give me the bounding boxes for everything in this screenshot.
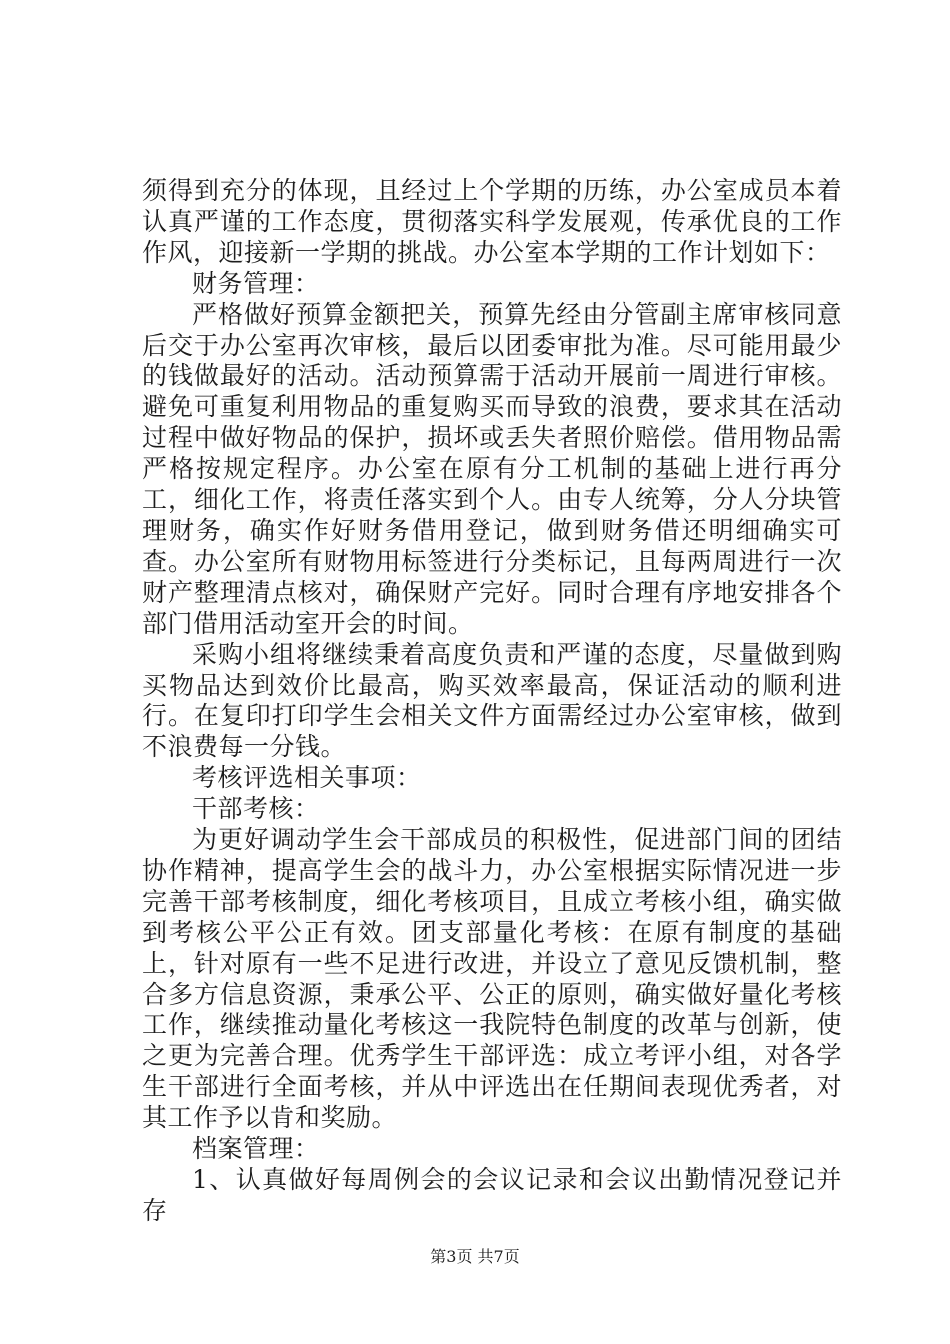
heading-assessment: 考核评选相关事项：: [192, 763, 422, 793]
paragraph-archives-item-1: 1、认真做好每周例会的会议记录和会议出勤情况登记并存: [142, 1165, 842, 1225]
paragraph-intro: 须得到充分的体现，且经过上个学期的历练，办公室成员本着认真严谨的工作态度，贯彻落实科学发展观，传承优良的工作作风，迎接新一学期的挑战。办公室本学期的工作计划如下：: [142, 176, 842, 267]
paragraph-cadre-assessment: 为更好调动学生会干部成员的积极性，促进部门间的团结协作精神，提高学生会的战斗力，办公室根据实际情况进一步完善干部考核制度，细化考核项目，且成立考核小组，确实做到考核公平公正有效。团支部量化考核：在原有制度的基础上，针对原有一些不足进行改进，并设立了意见反馈机制，整合多方信息资源，秉承公平、公正的原则，确实做好量化考核工作，继续推动量化考核这一我院特色制度的改革与创新，使之更为完善合理。优秀学生干部评选：成立考评小组，对各学生干部进行全面考核，并从中评选出在任期间表现优秀者，对其工作予以肯和奖励。: [142, 825, 842, 1133]
paragraph-purchasing: 采购小组将继续秉着高度负责和严谨的态度，尽量做到购买物品达到效价比最高，购买效率最高，保证活动的顺利进行。在复印打印学生会相关文件方面需经过办公室审核，做到不浪费每一分钱。: [142, 639, 842, 762]
heading-cadre-assessment: 干部考核：: [192, 794, 320, 824]
document-body: [142, 176, 842, 1227]
paragraph-finance: 严格做好预算金额把关，预算先经由分管副主席审核同意后交于办公室再次审核，最后以团委审批为准。尽可能用最少的钱做最好的活动。活动预算需于活动开展前一周进行审核。避免可重复利用物品的重复购买而导致的浪费，要求其在活动过程中做好物品的保护，损坏或丢失者照价赔偿。借用物品需严格按规定程序。办公室在原有分工机制的基础上进行再分工，细化工作，将责任落实到个人。由专人统筹，分人分块管理财务，确实作好财务借用登记，做到财务借还明细确实可查。办公室所有财物用标签进行分类标记，且每两周进行一次财产整理清点核对，确保财产完好。同时合理有序地安排各个部门借用活动室开会的时间。: [142, 299, 842, 638]
page-footer: 第3页 共7页: [430, 1247, 520, 1266]
heading-archives: 档案管理：: [192, 1134, 320, 1164]
heading-finance: 财务管理：: [192, 268, 320, 298]
